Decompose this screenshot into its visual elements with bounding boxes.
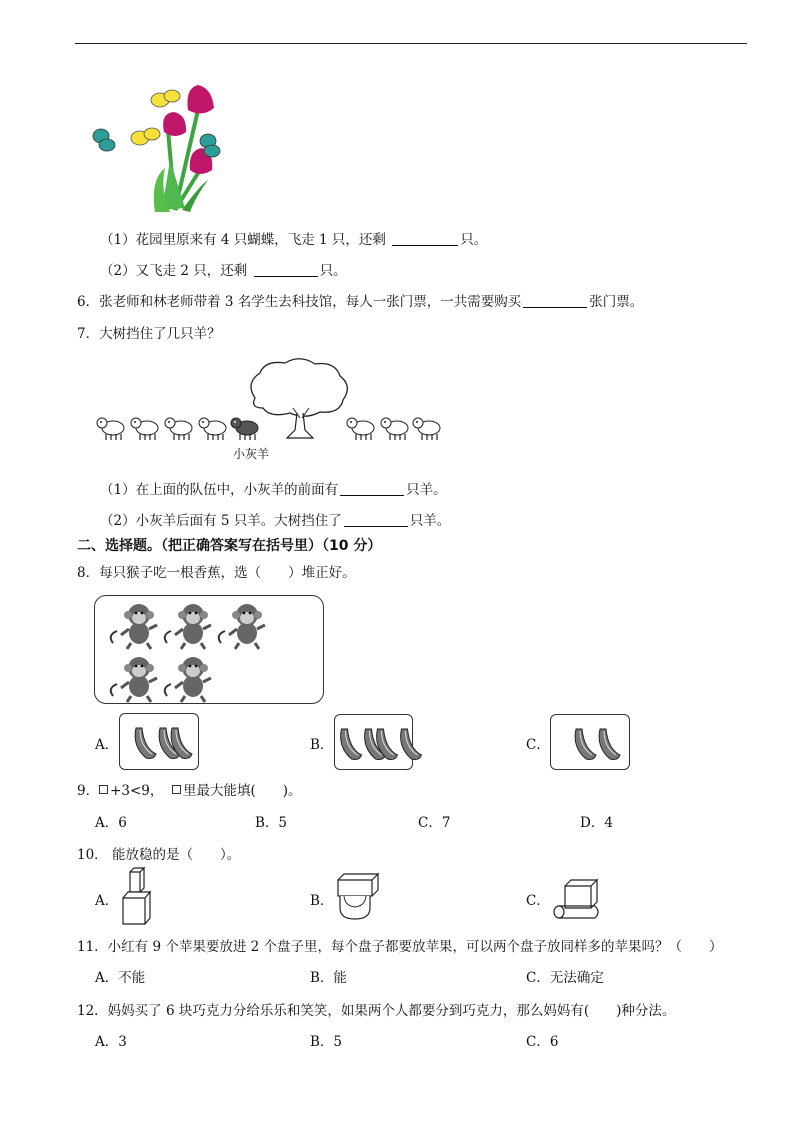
q7-sub2 — [100, 509, 450, 529]
stacked-boxes-icon[interactable] — [120, 870, 156, 926]
monkey-icon — [111, 657, 157, 702]
sheep-icon — [347, 418, 374, 440]
q8-stem: 8．每只猴子吃一根香蕉，选（ ）堆正好。 — [77, 565, 356, 581]
q12-option-c[interactable]: C．6 — [526, 1034, 559, 1050]
q7-sub2-unit: 只羊。 — [409, 513, 451, 529]
banana-icon — [401, 729, 422, 760]
q8-option-a-bananas[interactable] — [119, 713, 199, 770]
q5-sub1-answer-blank[interactable] — [392, 231, 458, 246]
q10-option-c-label[interactable]: C． — [526, 893, 550, 909]
monkeys-image — [95, 596, 323, 703]
q5-sub2 — [100, 259, 347, 279]
q6-text: 6．张老师和林老师带着 3 名学生去科技馆，每人一张门票，一共需要购买 — [77, 294, 522, 310]
q5-sub2-answer-blank[interactable] — [254, 262, 318, 277]
gray-sheep-icon — [231, 418, 258, 440]
monkey-box — [94, 595, 324, 704]
q9-inequality: +3<9， — [110, 783, 164, 799]
q10-stem: 10． 能放稳的是（ ）。 — [77, 847, 241, 863]
q5-sub1-unit: 只。 — [460, 232, 488, 248]
banana-bunch-icon — [120, 714, 198, 769]
q7-sub1-text: （1）在上面的队伍中，小灰羊的前面有 — [100, 482, 339, 498]
empty-square-icon — [99, 785, 108, 794]
monkey-icon — [165, 657, 211, 702]
sheep-tree-image — [95, 358, 455, 448]
monkey-icon — [219, 604, 265, 649]
q11-option-a[interactable]: A．不能 — [95, 970, 146, 986]
sheep-icon — [97, 418, 124, 440]
q8-option-b-label[interactable]: B． — [310, 737, 334, 753]
q9-question: 里最大能填( )。 — [183, 783, 302, 799]
q12-option-a[interactable]: A．3 — [95, 1034, 127, 1050]
q8-option-b-bananas[interactable] — [334, 714, 413, 770]
tulips-butterflies-image — [90, 80, 240, 215]
q6-answer-blank[interactable] — [523, 293, 587, 308]
q9-option-c[interactable]: C．7 — [418, 815, 451, 831]
cube-on-cylinder-icon[interactable] — [553, 876, 603, 920]
q7-sub1-unit: 只羊。 — [406, 482, 447, 498]
q6-unit: 张门票。 — [589, 294, 644, 310]
sheep-icon — [413, 418, 440, 440]
banana-icon — [599, 729, 620, 760]
q11-option-b[interactable]: B．能 — [310, 970, 347, 986]
banana-icon — [341, 729, 362, 760]
sheep-icon — [165, 418, 192, 440]
q10-option-a-label[interactable]: A． — [95, 893, 119, 909]
q5-sub1 — [100, 228, 487, 248]
box-on-cylinder-icon[interactable] — [335, 872, 385, 922]
banana-icon — [135, 728, 156, 759]
q9-number: 9． — [77, 783, 100, 799]
q8-option-c-label[interactable]: C． — [526, 737, 550, 753]
section-2-title: 二、选择题。（把正确答案写在括号里）（10 分） — [77, 538, 382, 554]
sheep-icon — [199, 418, 226, 440]
sheep-icon — [381, 418, 408, 440]
banana-bunch-icon — [335, 715, 412, 769]
gray-sheep-label: 小灰羊 — [233, 447, 270, 461]
sheep-icon — [131, 418, 158, 440]
q5-sub2-text: （2）又飞走 2 只，还剩 — [100, 263, 248, 279]
q8-option-a-label[interactable]: A． — [95, 737, 119, 753]
empty-square-icon — [172, 785, 181, 794]
q9-option-b[interactable]: B．5 — [255, 815, 288, 831]
monkey-icon — [165, 604, 211, 649]
monkey-icon — [111, 604, 157, 649]
q12-stem: 12．妈妈买了 6 块巧克力分给乐乐和笑笑，如果两个人都要分到巧克力，那么妈妈有( )种分法。 — [77, 1003, 676, 1019]
q5-sub1-text: （1）花园里原来有 4 只蝴蝶，飞走 1 只，还剩 — [100, 232, 386, 248]
q11-stem: 11．小红有 9 个苹果要放进 2 个盘子里，每个盘子都要放苹果，可以两个盘子放同样多的苹果吗？（ ） — [77, 939, 723, 955]
q10-option-b-label[interactable]: B． — [310, 893, 334, 909]
q9-option-a[interactable]: A．6 — [95, 815, 127, 831]
q12-option-b[interactable]: B．5 — [310, 1034, 343, 1050]
q11-option-c[interactable]: C．无法确定 — [526, 970, 604, 986]
header-rule — [75, 43, 747, 44]
q7-sub2-answer-blank[interactable] — [344, 512, 408, 527]
question-6 — [77, 290, 643, 310]
banana-bunch-icon — [551, 715, 629, 769]
q9-option-d[interactable]: D．4 — [580, 815, 613, 831]
q9-stem — [77, 779, 302, 799]
q7-sub1-answer-blank[interactable] — [340, 481, 404, 496]
q7-stem: 7．大树挡住了几只羊？ — [77, 326, 221, 342]
q7-sub2-text: （2）小灰羊后面有 5 只羊。大树挡住了 — [100, 513, 342, 529]
banana-icon — [575, 729, 596, 760]
q7-sub1 — [100, 478, 447, 498]
q5-sub2-unit: 只。 — [319, 263, 347, 279]
q8-option-c-bananas[interactable] — [550, 714, 630, 770]
